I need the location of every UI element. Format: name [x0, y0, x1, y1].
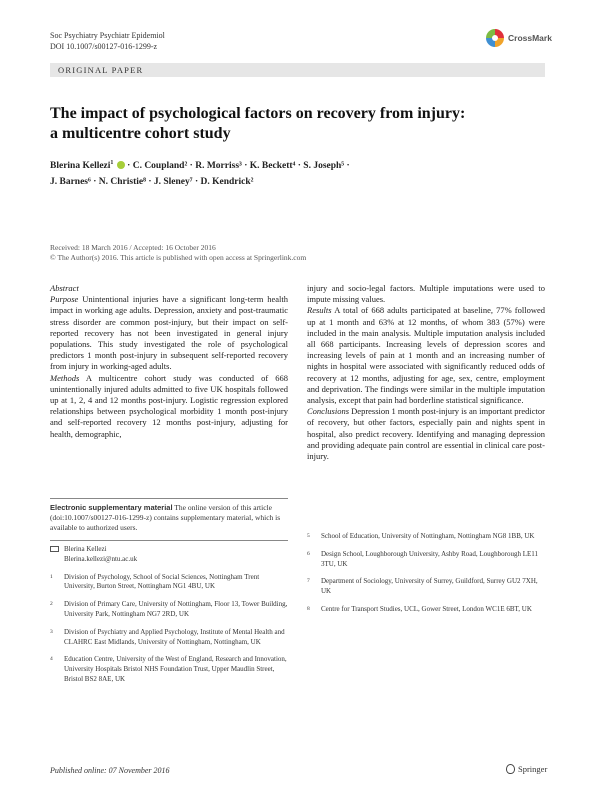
doi[interactable]: DOI 10.1007/s00127-016-1299-z	[50, 42, 158, 51]
journal-info	[50, 30, 165, 52]
orcid-icon[interactable]	[117, 161, 125, 169]
affiliation-item	[307, 550, 545, 570]
affiliation-number: 5	[307, 533, 310, 539]
affiliations-right	[307, 532, 545, 623]
published-date: Published online: 07 November 2016	[50, 766, 170, 775]
paper-title	[50, 104, 545, 144]
abstract-right-column	[307, 283, 545, 462]
conclusions-text: Depression 1 month post-injury is an important predictor of recovery, but other factors, especially pain and nights spent in hospital, also predict recovery. Identifying and managing depression and providing adequate pain control are essential in clinical care post-injury.	[307, 406, 545, 462]
affiliation-number: 8	[307, 605, 310, 612]
affiliation-number: 1	[50, 573, 53, 580]
affiliation-item	[307, 605, 545, 615]
article-dates	[50, 243, 306, 263]
corresponding-author: Blerina Kellezi	[64, 545, 107, 553]
methods-continued: injury and socio-legal factors. Multiple imputations were used to impute missing values.	[307, 283, 545, 305]
esm-label: Electronic supplementary material	[50, 503, 173, 512]
springer-horse-icon	[506, 764, 515, 774]
affiliation-number: 3	[50, 628, 53, 635]
publisher-name: Springer	[518, 764, 548, 774]
affiliation-text: Education Centre, University of the West of England, Research and Innovation, University Hospitals Bristol NHS Foundation Trust, Upper Maudlin Street, Bristol BS2 8AE, UK	[64, 655, 287, 683]
purpose-label: Purpose	[50, 294, 79, 305]
envelope-icon	[50, 546, 59, 552]
first-author-affil: 1	[110, 160, 114, 166]
affiliations-left	[50, 540, 288, 693]
affiliation-text: Department of Sociology, University of Surrey, Guildford, Surrey GU2 7XH, UK	[321, 577, 538, 596]
corresponding-email[interactable]: Blerina.kellezi@ntu.ac.uk	[64, 554, 138, 563]
affiliation-text: Design School, Loughborough University, Ashby Road, Loughborough LE11 3TU, UK	[321, 549, 539, 568]
abstract-heading: Abstract	[50, 283, 79, 293]
correspondence	[50, 545, 288, 565]
authors-rest: · C. Coupland² · R. Morriss³ · K. Beckett⁴ · S. Joseph⁵ ·	[124, 161, 350, 172]
affiliation-text: Division of Primary Care, University of Nottingham, Floor 13, Tower Building, University Park, Nottingham NG7 2RD, UK	[64, 600, 288, 618]
esm-text[interactable]: The online version of this article (doi:10.1007/s00127-016-1299-z) contains supplementary material, which is available to authorized users.	[50, 503, 281, 532]
affiliation-item	[50, 655, 288, 684]
received-accepted: Received: 18 March 2016 / Accepted: 16 October 2016	[50, 243, 216, 252]
crossmark-badge[interactable]	[486, 29, 552, 47]
results-label: Results	[307, 305, 332, 316]
methods-text: A multicentre cohort study was conducted of 668 unintentionally injured adults admitted to five UK hospitals followed up at 1, 2, 4 and 12 months post-injury. Logistic regression explored relationships between psychological morbidity 1 month post-injury and self-reported recovery 12 months post-injury, adjusting for health, demographic,	[50, 372, 288, 439]
abstract-left-column	[50, 283, 288, 440]
crossmark-label: CrossMark	[508, 33, 552, 43]
title-line-2: a multicentre cohort study	[50, 125, 231, 142]
affiliation-text: Division of Psychology, School of Social Sciences, Nottingham Trent University, Burton Street, Nottingham NG1 4BU, UK	[64, 572, 260, 591]
section-label: ORIGINAL PAPER	[58, 65, 144, 75]
affiliation-item	[50, 600, 288, 620]
affiliation-number: 4	[50, 656, 53, 663]
affiliation-number: 2	[50, 601, 53, 608]
affiliation-text: Centre for Transport Studies, UCL, Gower Street, London WC1E 6BT, UK	[321, 604, 532, 613]
purpose-text: Unintentional injuries have a significant long-term health impact in working age adults. Depression, anxiety and post-traumatic stress disorder are common post-injury, but their impact on self-reported recovery has not been investigated in general injury populations. This study investigated the role of psychological predictors 1 month post-injury in subsequent self-reported recovery from injury in working-aged adults.	[50, 294, 288, 372]
journal-name: Soc Psychiatry Psychiatr Epidemiol	[50, 31, 165, 40]
supplementary-note	[50, 498, 288, 533]
publisher-logo[interactable]	[506, 764, 547, 774]
affiliation-text: School of Education, University of Nottingham, Nottingham NG8 1BB, UK	[321, 532, 535, 540]
author-list	[50, 155, 545, 190]
section-bar	[50, 63, 545, 77]
affiliation-item	[50, 628, 288, 648]
crossmark-icon	[486, 29, 504, 47]
methods-label: Methods	[50, 372, 80, 383]
affiliation-item	[307, 532, 545, 542]
first-author[interactable]: Blerina Kellezi	[50, 161, 111, 172]
affiliation-number: 7	[307, 578, 310, 585]
affiliation-number: 6	[307, 550, 310, 557]
authors-line-2: J. Barnes⁶ · N. Christie⁸ · J. Sleney⁷ · D. Kendrick²	[50, 177, 254, 188]
affiliation-item	[307, 577, 545, 597]
title-line-1: The impact of psychological factors on recovery from injury:	[50, 105, 466, 122]
affiliation-item	[50, 573, 288, 593]
affiliation-text: Division of Psychiatry and Applied Psychology, Institute of Mental Health and CLAHRC East Midlands, University of Nottingham, Nottingham, UK	[64, 627, 285, 646]
results-text: A total of 668 adults participated at baseline, 77% followed up at 1 month and 63% at 12 months, of whom 383 (57%) were included in the main analysis. Multiple imputation analysis included all 668 participants. Increasing levels of depression scores and increasing levels of pain at 1 month and an increasing number of nights in hospital were associated with significantly reduced odds of recovery at 12 months, adjusting for age, sex, centre, employment and deprivation. The findings were similar in the multiple imputation analysis, except that pain had borderline statistical significance.	[307, 305, 545, 406]
conclusions-label: Conclusions	[307, 406, 350, 417]
license-note: © The Author(s) 2016. This article is published with open access at Springerlink.com	[50, 253, 307, 262]
